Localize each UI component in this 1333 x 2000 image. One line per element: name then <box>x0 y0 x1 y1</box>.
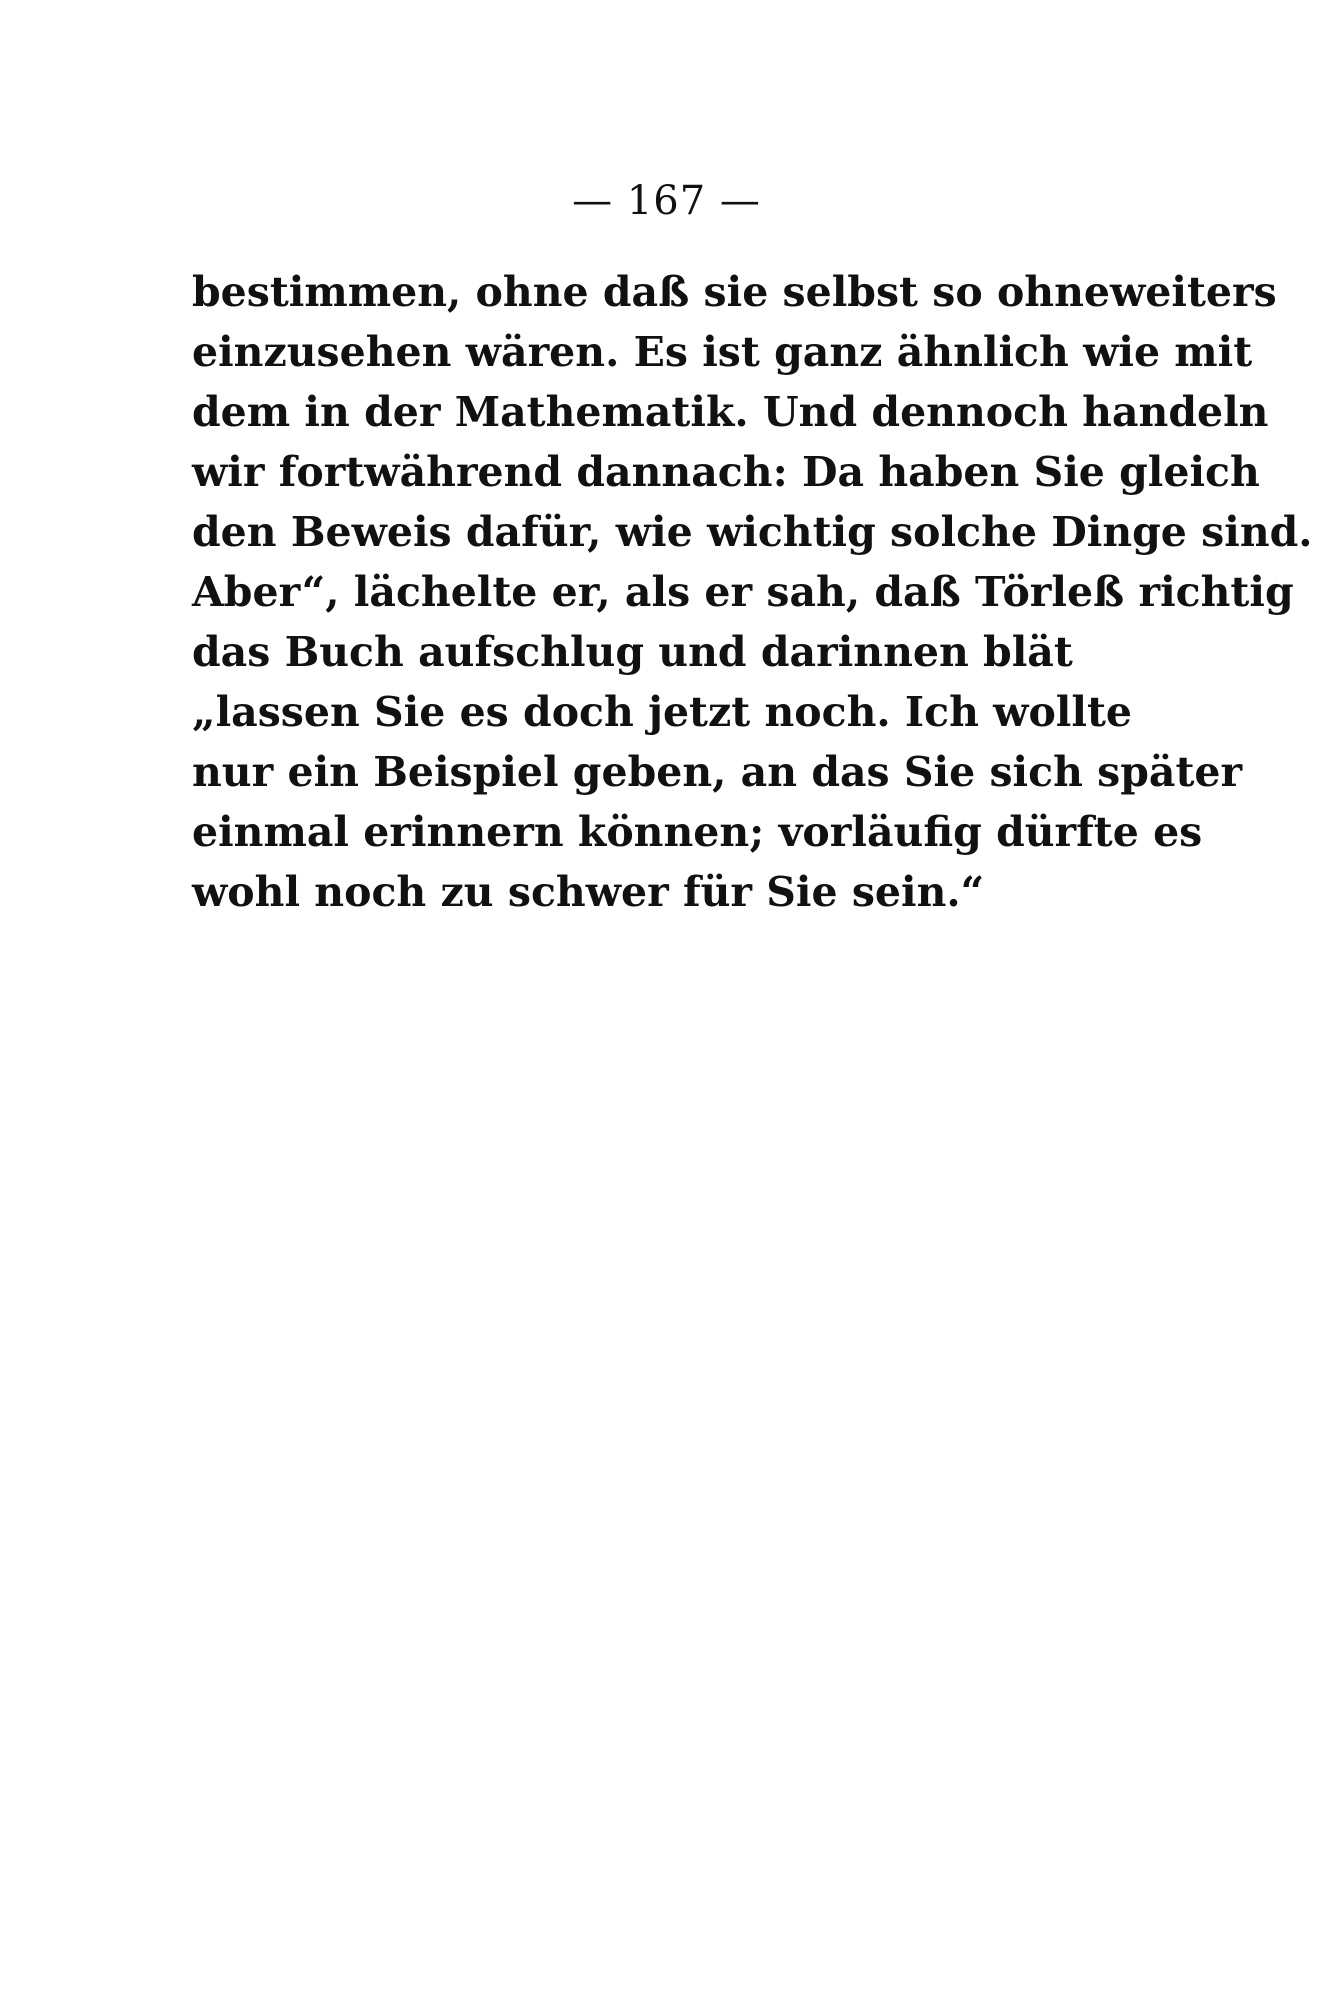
text-line: nur ein Beispiel geben, an das Sie sich später <box>192 748 1243 796</box>
text-line: dem in der Mathematik. Und dennoch handeln <box>192 388 1269 436</box>
body-text <box>192 262 1313 922</box>
text-line: den Beweis dafür, wie wichtig solche Dinge sind. <box>192 508 1313 556</box>
text-line: einzusehen wären. Es ist ganz ähnlich wie mit <box>192 328 1253 376</box>
text-line: bestimmen, ohne daß sie selbst so ohneweiters <box>192 268 1277 316</box>
text-line: das Buch aufschlug und darinnen blät <box>192 628 1073 676</box>
text-line: Aber“, lächelte er, als er sah, daß Törleß richtig <box>192 568 1294 616</box>
text-line: wir fortwährend dannach: Da haben Sie gleich <box>192 448 1260 496</box>
text-line: wohl noch zu schwer für Sie sein.“ <box>192 868 985 916</box>
text-line: einmal erinnern können; vorläufig dürfte es <box>192 808 1203 856</box>
text-line: „lassen Sie es doch jetzt noch. Ich wollte <box>192 688 1132 736</box>
page-number: — 167 — <box>572 178 761 224</box>
